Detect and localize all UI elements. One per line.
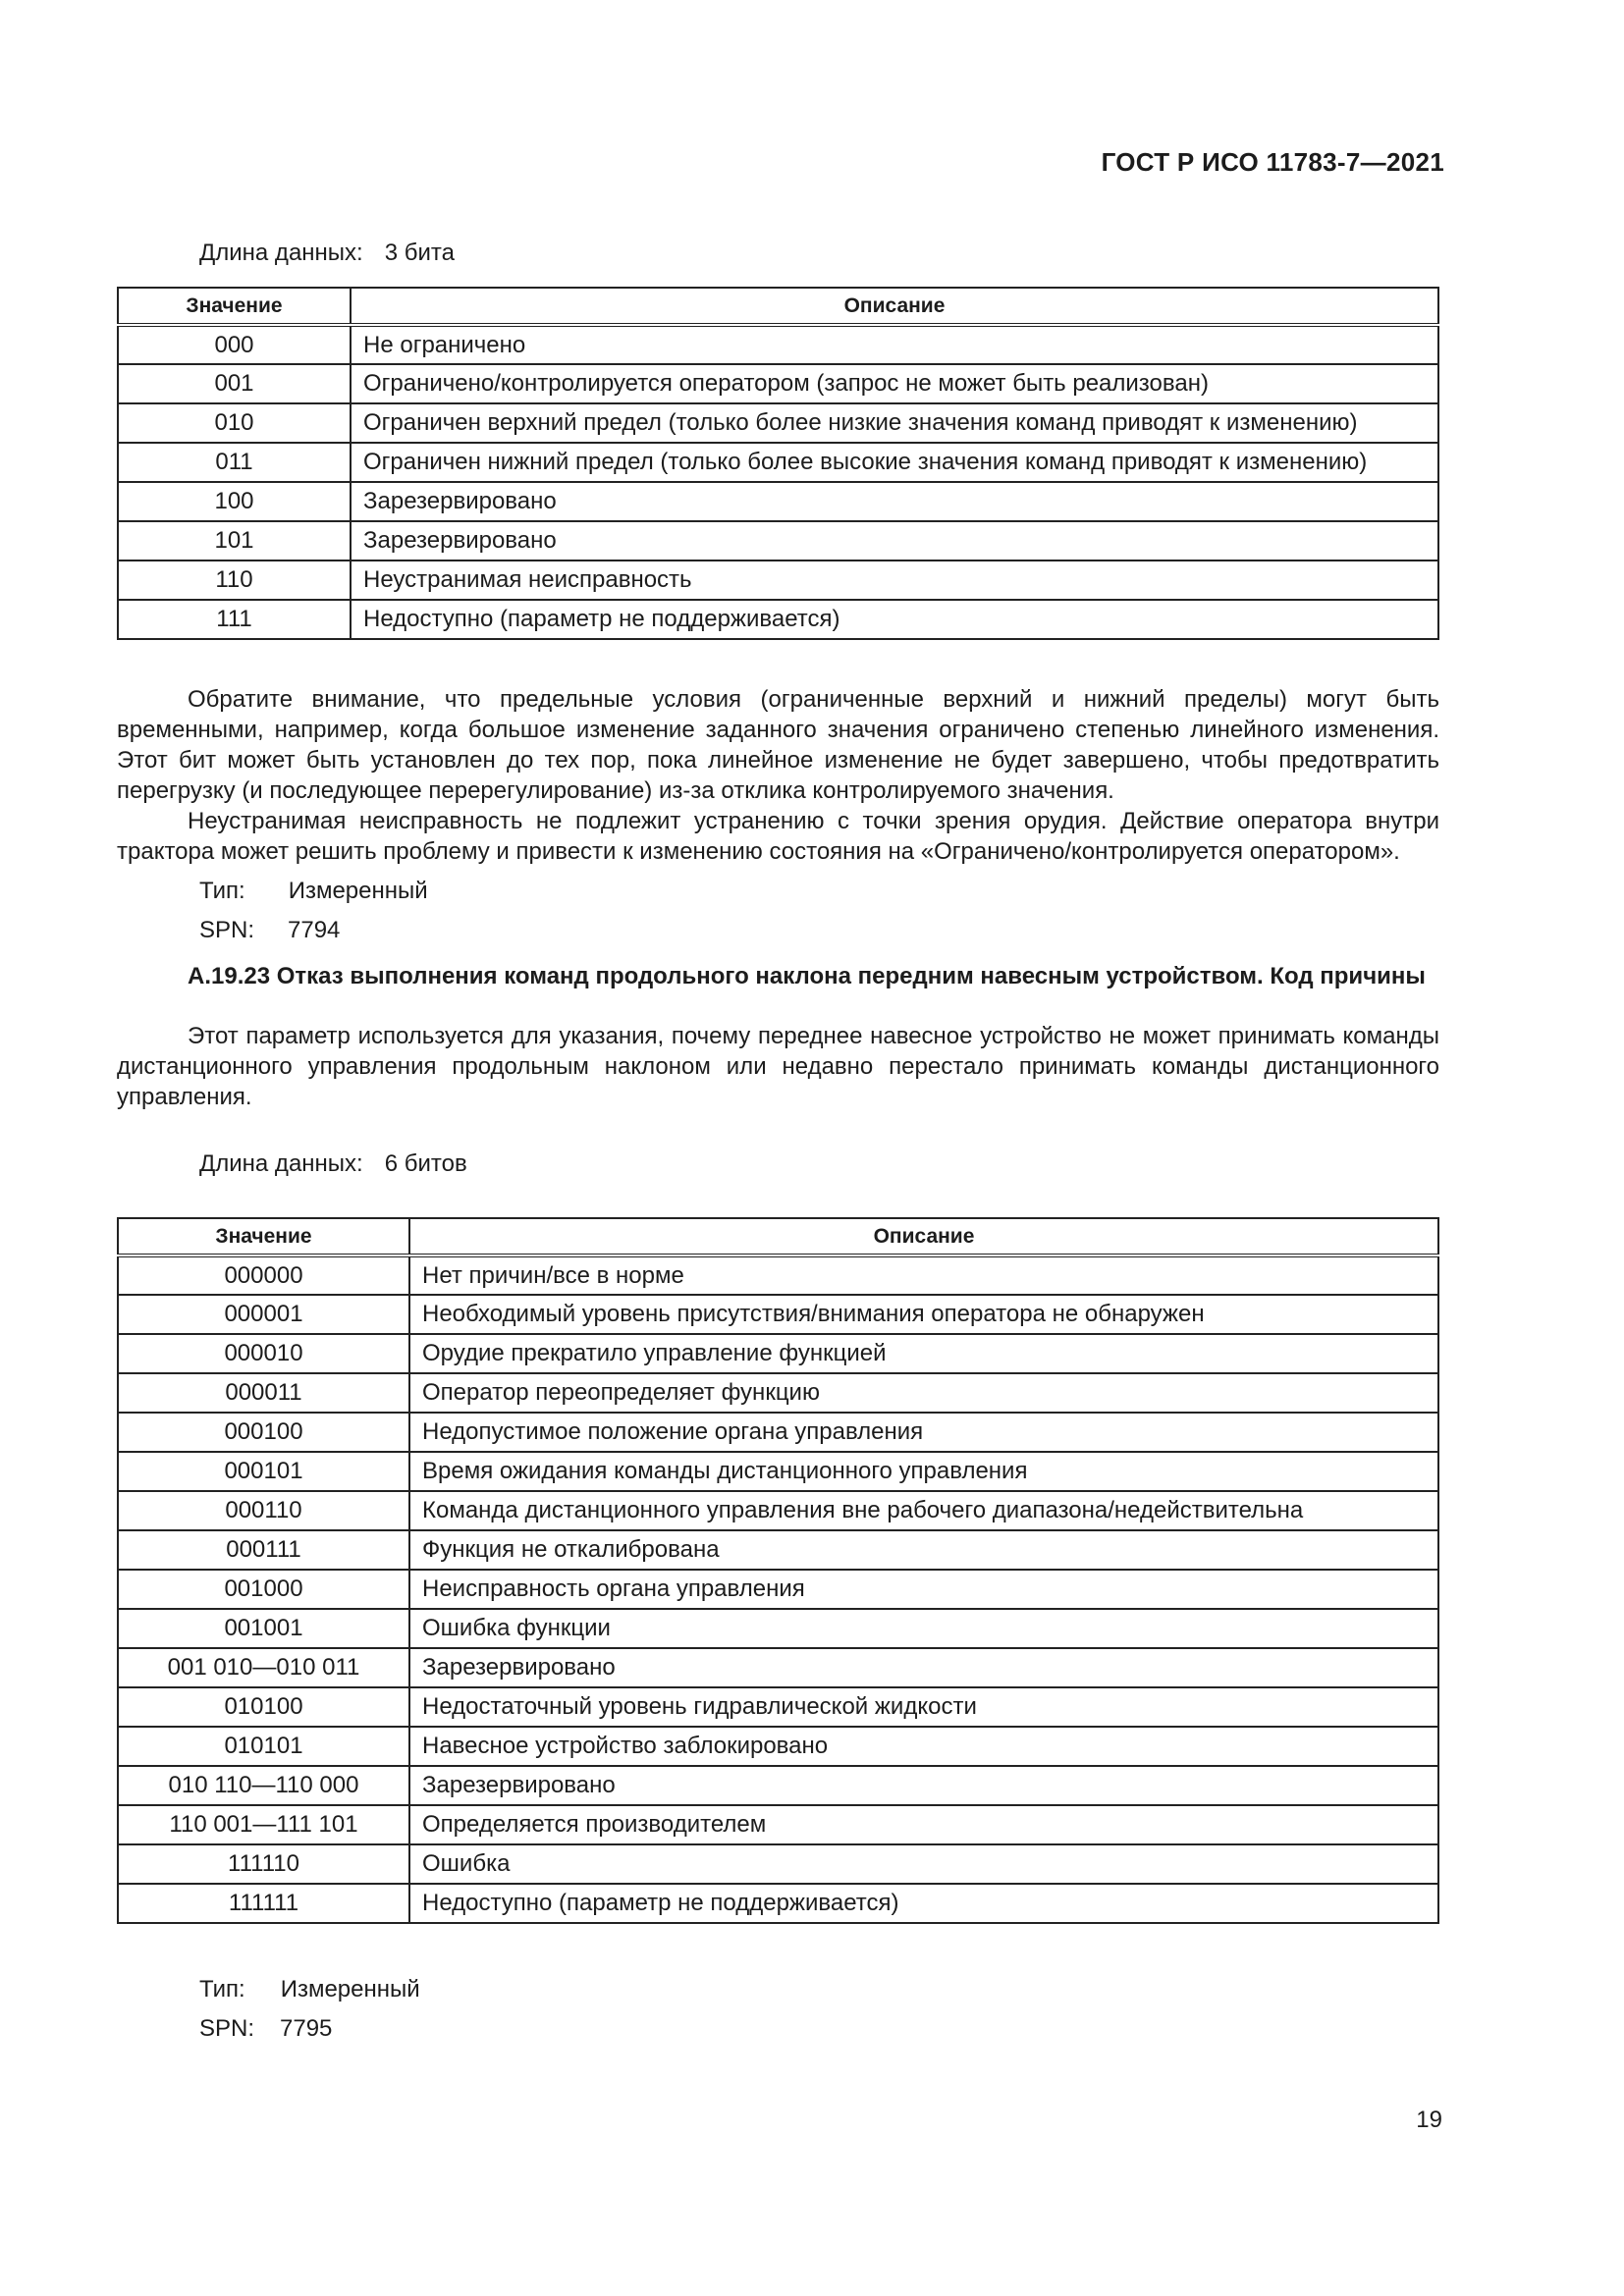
cell-description: Зарезервировано: [351, 521, 1438, 561]
spn-line: [199, 2015, 332, 2043]
type-label: Тип:: [199, 1976, 245, 2002]
cell-value: 111111: [118, 1884, 409, 1923]
type-value: Измеренный: [280, 1976, 420, 2002]
cell-description: Орудие прекратило управление функцией: [409, 1334, 1438, 1373]
cell-description: Зарезервировано: [409, 1766, 1438, 1805]
cell-description: Недопустимое положение органа управления: [409, 1413, 1438, 1452]
cell-description: Навесное устройство заблокировано: [409, 1727, 1438, 1766]
cell-description: Время ожидания команды дистанционного управления: [409, 1452, 1438, 1491]
section-body: [117, 1021, 1439, 1112]
cell-description: Недостаточный уровень гидравлической жидкости: [409, 1687, 1438, 1727]
cell-description: Неустранимая неисправность: [351, 561, 1438, 600]
column-header-description: Описание: [351, 288, 1438, 325]
table-row: [118, 325, 1438, 364]
cell-value: 000111: [118, 1530, 409, 1570]
table-row: [118, 1491, 1438, 1530]
cell-value: 000010: [118, 1334, 409, 1373]
cell-value: 100: [118, 482, 351, 521]
data-length-value: 3 бита: [384, 240, 455, 266]
table-row: [118, 1884, 1438, 1923]
column-header-description: Описание: [409, 1218, 1438, 1255]
table-row: [118, 600, 1438, 639]
type-line: [199, 878, 428, 905]
table-row: [118, 1530, 1438, 1570]
cell-value: 001 010—010 011: [118, 1648, 409, 1687]
table-row: [118, 482, 1438, 521]
paragraph: Неустранимая неисправность не подлежит устранению с точки зрения орудия. Действие оператора внутри трактора может решить проблему и привести к изменению состояния на «Ограничено/контролируется оператором».: [117, 808, 1439, 865]
cell-value: 111110: [118, 1844, 409, 1884]
cell-value: 001001: [118, 1609, 409, 1648]
cell-value: 000100: [118, 1413, 409, 1452]
cell-value: 001000: [118, 1570, 409, 1609]
paragraph: Обратите внимание, что предельные условия (ограниченные верхний и нижний пределы) могут быть временными, например, когда большое изменение заданного значения ограничено степенью линейного изменения. Этот бит может быть установлен до тех пор, пока линейное изменение не будет завершено, чтобы предотвратить перегрузку (и последующее перерегулирование) из-за отклика контролируемого значения.: [117, 686, 1439, 804]
cell-value: 001: [118, 364, 351, 403]
cell-value: 011: [118, 443, 351, 482]
cell-value: 000011: [118, 1373, 409, 1413]
type-label: Тип:: [199, 878, 245, 904]
type-value: Измеренный: [288, 878, 428, 904]
cell-description: Зарезервировано: [351, 482, 1438, 521]
table-row: [118, 521, 1438, 561]
cell-description: Оператор переопределяет функцию: [409, 1373, 1438, 1413]
table-row: [118, 1648, 1438, 1687]
table-row: [118, 561, 1438, 600]
cell-value: 101: [118, 521, 351, 561]
cell-value: 000001: [118, 1295, 409, 1334]
cell-description: Функция не откалибрована: [409, 1530, 1438, 1570]
cell-description: Ошибка функции: [409, 1609, 1438, 1648]
cell-description: Нет причин/все в норме: [409, 1255, 1438, 1295]
cell-description: Недоступно (параметр не поддерживается): [409, 1884, 1438, 1923]
cell-description: Необходимый уровень присутствия/внимания оператора не обнаружен: [409, 1295, 1438, 1334]
cell-value: 010101: [118, 1727, 409, 1766]
cell-description: Ограничен нижний предел (только более высокие значения команд приводят к изменению): [351, 443, 1438, 482]
table-row: [118, 1609, 1438, 1648]
cell-description: Ограничен верхний предел (только более низкие значения команд приводят к изменению): [351, 403, 1438, 443]
cell-description: Не ограничено: [351, 325, 1438, 364]
spn-value: 7795: [280, 2015, 333, 2042]
table-row: [118, 1295, 1438, 1334]
cell-value: 000101: [118, 1452, 409, 1491]
cell-description: Недоступно (параметр не поддерживается): [351, 600, 1438, 639]
paragraph: Этот параметр используется для указания, почему переднее навесное устройство не может принимать команды дистанционного управления продольным наклоном или недавно перестало принимать команды дистанционного управления.: [117, 1023, 1439, 1110]
data-length-value: 6 битов: [384, 1150, 467, 1177]
spn-value: 7794: [288, 917, 341, 943]
table-row: [118, 1766, 1438, 1805]
cell-value: 000110: [118, 1491, 409, 1530]
table-row: [118, 1805, 1438, 1844]
cell-description: Команда дистанционного управления вне рабочего диапазона/недействительна: [409, 1491, 1438, 1530]
cell-description: Ограничено/контролируется оператором (запрос не может быть реализован): [351, 364, 1438, 403]
cell-value: 010100: [118, 1687, 409, 1727]
page-number: 19: [1416, 2107, 1442, 2133]
table-row: [118, 1570, 1438, 1609]
document-id: ГОСТ Р ИСО 11783-7—2021: [1101, 147, 1444, 177]
table-row: [118, 1844, 1438, 1884]
section-heading: А.19.23 Отказ выполнения команд продольного наклона передним навесным устройством. Код причины: [188, 963, 1426, 989]
cell-value: 000: [118, 325, 351, 364]
table-row: [118, 1255, 1438, 1295]
values-table-3bit: [117, 287, 1439, 640]
cell-value: 000000: [118, 1255, 409, 1295]
data-length-label: Длина данных:: [199, 1150, 363, 1177]
table-row: [118, 1334, 1438, 1373]
table-row: [118, 443, 1438, 482]
cell-value: 110 001—111 101: [118, 1805, 409, 1844]
table-row: [118, 403, 1438, 443]
cell-description: Определяется производителем: [409, 1805, 1438, 1844]
cell-description: Ошибка: [409, 1844, 1438, 1884]
values-table-6bit: [117, 1217, 1439, 1924]
table-row: [118, 1452, 1438, 1491]
cell-value: 111: [118, 600, 351, 639]
data-length-label: Длина данных:: [199, 240, 363, 266]
cell-value: 110: [118, 561, 351, 600]
note-paragraphs: [117, 684, 1439, 867]
table-row: [118, 1727, 1438, 1766]
spn-label: SPN:: [199, 2015, 255, 2042]
cell-value: 010 110—110 000: [118, 1766, 409, 1805]
table-row: [118, 1373, 1438, 1413]
column-header-value: Значение: [118, 1218, 409, 1255]
table-row: [118, 1413, 1438, 1452]
cell-description: Неисправность органа управления: [409, 1570, 1438, 1609]
table-row: [118, 1687, 1438, 1727]
table-row: [118, 364, 1438, 403]
cell-description: Зарезервировано: [409, 1648, 1438, 1687]
type-line: [199, 1976, 420, 2003]
data-length-line: [199, 1150, 467, 1178]
data-length-line: [199, 240, 455, 267]
spn-line: [199, 917, 340, 944]
cell-value: 010: [118, 403, 351, 443]
spn-label: SPN:: [199, 917, 255, 943]
column-header-value: Значение: [118, 288, 351, 325]
